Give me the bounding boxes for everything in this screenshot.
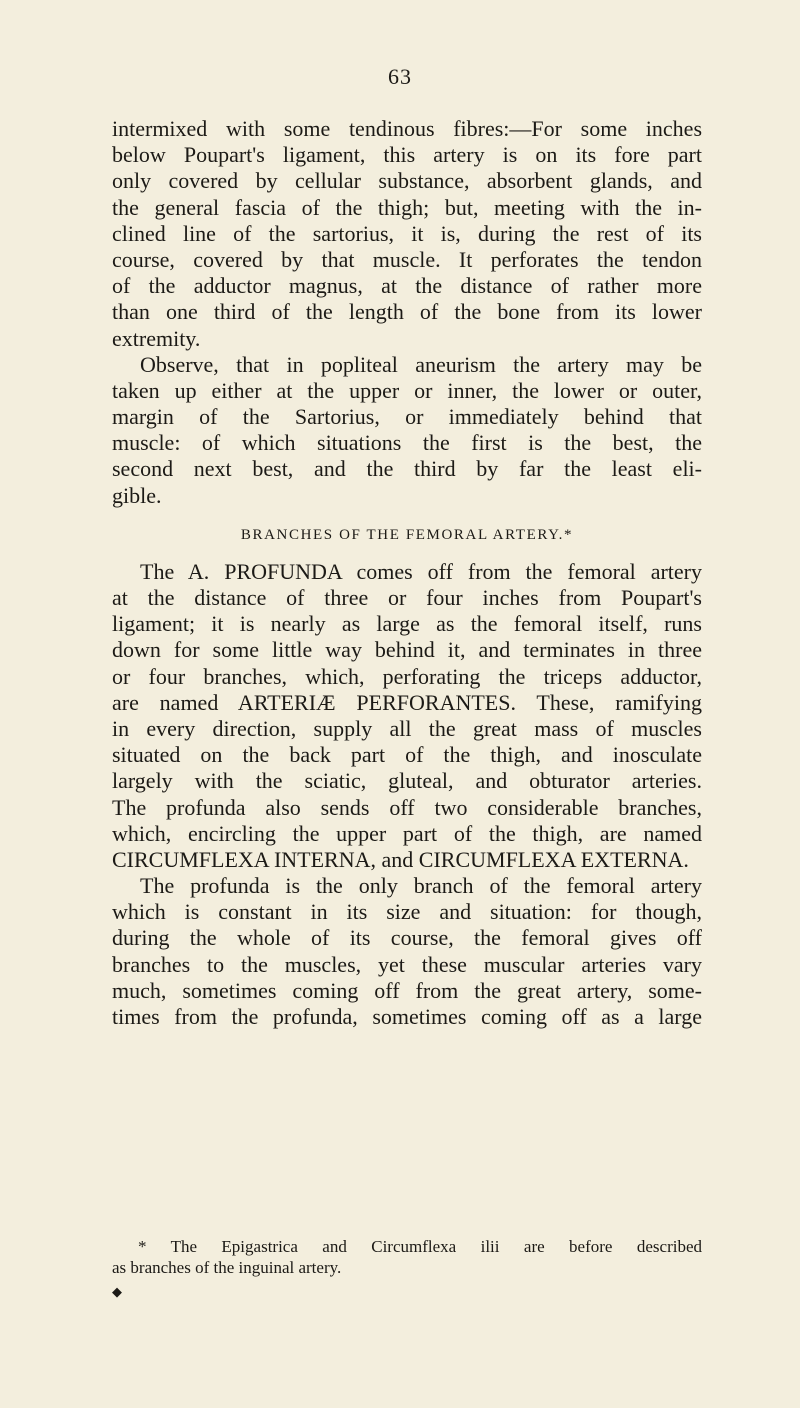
paragraph-popliteal-aneurism [112,352,702,509]
text-line: second next best, and the third by far the least eli- [112,456,702,482]
text-line: The profunda is the only branch of the femoral artery [140,873,702,899]
text-line: CIRCUMFLEXA INTERNA, and CIRCUMFLEXA EXTERNA. [112,846,689,872]
text-line: taken up either at the upper or inner, the lower or outer, [112,377,702,403]
text-line: below Poupart's ligament, this artery is on its fore part [112,142,702,168]
text-line: down for some little way behind it, and terminates in three [112,637,702,663]
text-line: which, encircling the upper part of the thigh, are named [112,820,702,846]
paragraph-profunda [112,559,702,873]
page-number: 63 [388,64,412,89]
text-line: times from the profunda, sometimes coming off as a large [112,1004,702,1029]
text-line: of the adductor magnus, at the distance of rather more [112,273,702,299]
text-line: only covered by cellular substance, absorbent glands, and [112,168,702,194]
body-text [112,116,702,1030]
text-line: branches to the muscles, yet these muscular arteries vary [112,951,702,977]
text-line: muscle: of which situations the first is the best, the [112,430,702,456]
text-line: Observe, that in popliteal aneurism the artery may be [140,351,702,377]
ink-mark-icon: ◆ [112,1284,122,1299]
paragraph-artery-course [112,116,702,352]
footnote [112,1236,702,1278]
text-line: course, covered by that muscle. It perforates the tendon [112,246,702,272]
section-heading: BRANCHES OF THE FEMORAL ARTERY.* [240,526,574,543]
text-line: the general fascia of the thigh; but, meeting with the in- [112,194,702,220]
text-line: margin of the Sartorius, or immediately behind that [112,404,702,430]
text-line: which is constant in its size and situation: for though, [112,899,702,925]
text-line: are named ARTERIÆ PERFORANTES. These, ramifying [112,689,702,715]
text-line: extremity. [112,325,201,351]
text-line: at the distance of three or four inches from Poupart's [112,585,702,610]
text-line: largely with the sciatic, gluteal, and obturator arteries. [112,768,702,794]
text-line: in every direction, supply all the great mass of muscles [112,715,702,741]
text-line: much, sometimes coming off from the great artery, some- [112,977,702,1003]
text-line: The profunda also sends off two considerable branches, [112,794,702,820]
text-line: The A. PROFUNDA comes off from the femoral artery [140,558,702,584]
text-line: intermixed with some tendinous fibres:—For some inches [112,116,702,141]
footnote-line: * The Epigastrica and Circumflexa ilii are before described [138,1237,702,1256]
text-line: clined line of the sartorius, it is, during the rest of its [112,220,702,246]
text-line: ligament; it is nearly as large as the femoral itself, runs [112,611,702,637]
text-line: situated on the back part of the thigh, and inosculate [112,742,702,768]
paragraph-profunda-constant [112,873,702,1030]
text-line: than one third of the length of the bone from its lower [112,299,702,325]
text-line: gible. [112,482,162,508]
text-line: or four branches, which, perforating the triceps adductor, [112,663,702,689]
footnote-line: as branches of the inguinal artery. [112,1258,342,1277]
text-line: during the whole of its course, the femoral gives off [112,925,702,951]
